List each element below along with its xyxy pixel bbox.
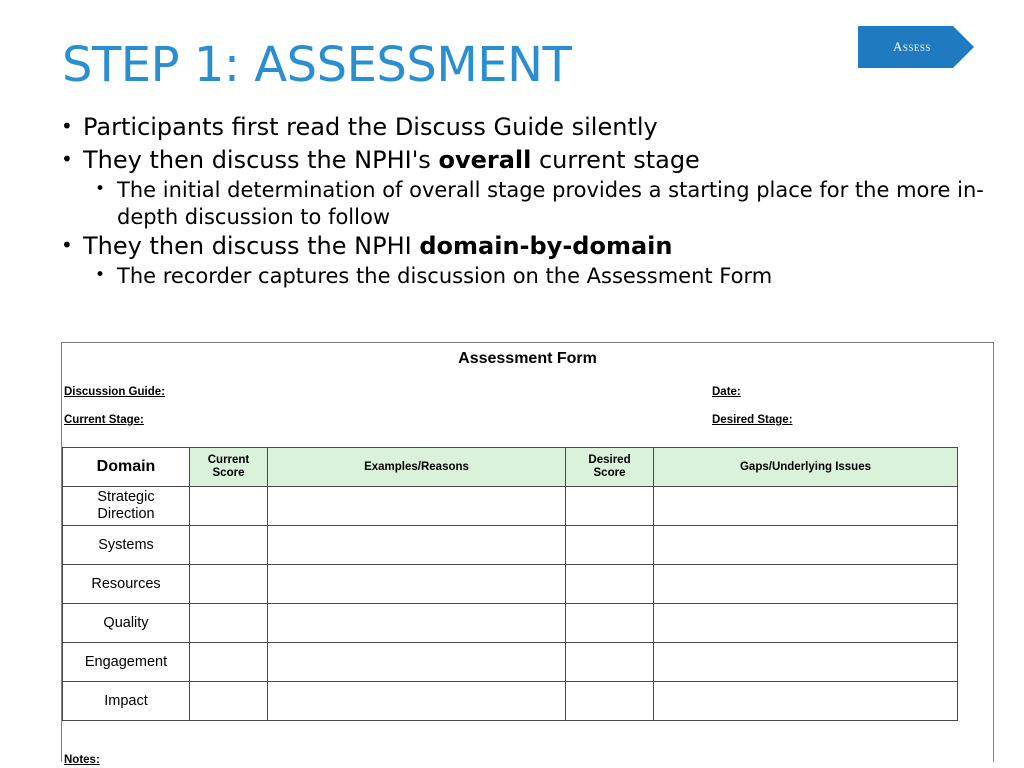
desired-stage-label: Desired Stage: [712,414,793,426]
row-domain-engagement: Engagement [63,643,190,682]
table-row [63,682,958,721]
bullet-text: The initial determination of overall stage provides a starting place for the more in-depth discussion to follow [117,178,984,230]
assessment-form-title: Assessment Form [458,350,597,367]
table-row [63,487,958,526]
bullet-item [55,112,1020,143]
assessment-form [61,342,994,766]
bullet-subitem [55,263,1020,290]
row-domain-impact: Impact [63,682,190,721]
table-row [63,643,958,682]
cell-examples[interactable] [268,604,566,643]
column-header-line: Current [207,454,250,467]
cell-current-score[interactable] [190,682,268,721]
cell-desired-score[interactable] [566,526,654,565]
cell-gaps[interactable] [654,682,958,721]
bullet-text: current stage [531,145,700,174]
cell-examples[interactable] [268,682,566,721]
column-header-current-score [190,448,268,487]
cell-gaps[interactable] [654,487,958,526]
domain-line: Strategic [97,489,155,506]
table-row [63,526,958,565]
cell-current-score[interactable] [190,565,268,604]
cell-desired-score[interactable] [566,565,654,604]
bullet-subitem [55,177,1020,230]
row-domain-resources: Resources [63,565,190,604]
bullet-item [55,145,1020,176]
cell-current-score[interactable] [190,487,268,526]
cell-desired-score[interactable] [566,682,654,721]
row-domain-strategic-direction [63,487,190,526]
domain-line: Direction [97,506,155,522]
cell-gaps[interactable] [654,526,958,565]
assess-banner [858,26,974,68]
bullet-list [55,112,1020,290]
column-header-desired-score [566,448,654,487]
discussion-guide-label: Discussion Guide: [64,386,165,398]
column-header-line: Score [593,467,626,479]
cell-current-score[interactable] [190,643,268,682]
cell-current-score[interactable] [190,604,268,643]
current-stage-label: Current Stage: [64,414,144,426]
cell-gaps[interactable] [654,604,958,643]
form-meta-row [62,386,993,414]
page-title: STEP 1: ASSESSMENT [62,37,572,93]
table-row [63,604,958,643]
cell-examples[interactable] [268,565,566,604]
notes-label: Notes: [64,754,100,766]
row-domain-systems: Systems [63,526,190,565]
bullet-text: They then discuss the NPHI [83,231,420,260]
column-header-examples: Examples/Reasons [268,448,566,487]
bullet-text-bold: domain-by-domain [419,231,673,260]
form-meta-row [62,414,993,442]
cell-gaps[interactable] [654,565,958,604]
assess-banner-label: Assess [893,39,931,54]
cell-examples[interactable] [268,643,566,682]
bullet-text: The recorder captures the discussion on the Assessment Form [117,264,773,289]
bullet-item [55,231,1020,262]
cell-gaps[interactable] [654,643,958,682]
cell-desired-score[interactable] [566,604,654,643]
row-domain-quality: Quality [63,604,190,643]
column-header-line: Desired [588,454,631,467]
cell-current-score[interactable] [190,526,268,565]
date-label: Date: [712,386,741,398]
cell-examples[interactable] [268,526,566,565]
table-row [63,565,958,604]
assessment-table [62,447,958,721]
column-header-gaps: Gaps/Underlying Issues [654,448,958,487]
cell-desired-score[interactable] [566,643,654,682]
table-header-row [63,448,958,487]
bullet-text: Participants first read the Discuss Guide silently [83,113,658,141]
cell-examples[interactable] [268,487,566,526]
cell-desired-score[interactable] [566,487,654,526]
column-header-domain: Domain [63,448,190,487]
bullet-text: They then discuss the NPHI's [83,145,439,174]
bullet-text-bold: overall [438,145,532,174]
column-header-line: Score [212,467,245,479]
